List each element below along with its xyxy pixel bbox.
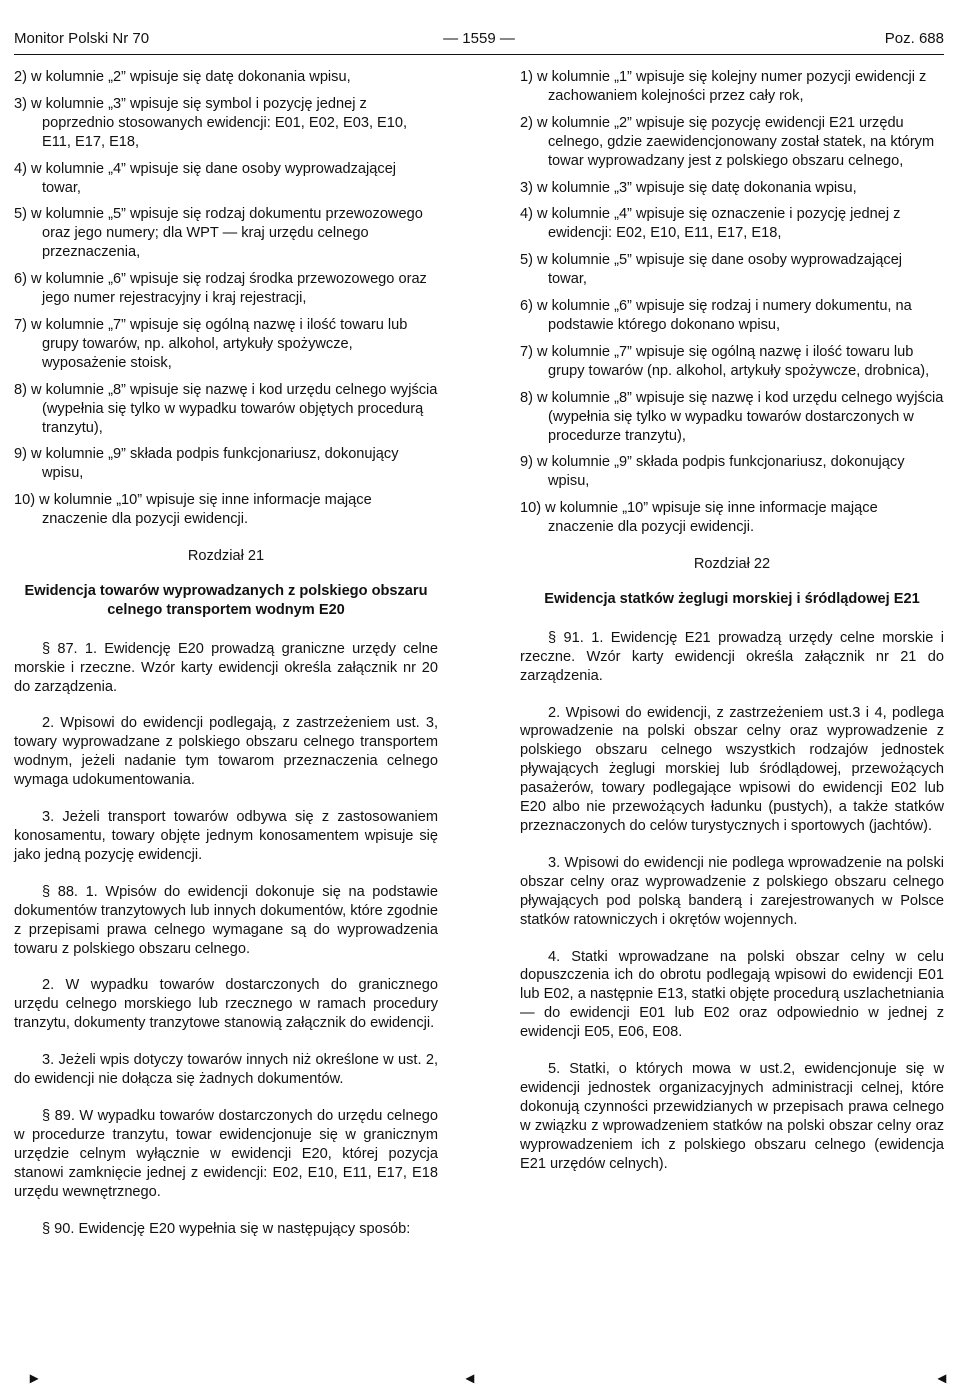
page-header <box>14 30 944 55</box>
list-item: 6) w kolumnie „6” wpisuje się rodzaj środka przewozowego oraz jego numer rejestracyjny i kraj rejestracji, <box>14 271 427 307</box>
list-item: 6) w kolumnie „6” wpisuje się rodzaj i numery dokumentu, na podstawie którego dokonano wpisu, <box>520 298 912 333</box>
chapter-title: Ewidencja towarów wyprowadzanych z polskiego obszaru celnego transportem wodnym E20 <box>24 582 428 618</box>
text-columns <box>14 68 944 1256</box>
paragraph: 3. Jeżeli transport towarów odbywa się z zastosowaniem konosamentu, towary objęte jednym konosamentem wpisuje się jako jedną pozycję ewidencji. <box>14 809 438 863</box>
list-item: 1) w kolumnie „1” wpisuje się kolejny numer pozycji ewidencji z zachowaniem kolejności przez cały rok, <box>520 69 927 104</box>
list-item: 4) w kolumnie „4” wpisuje się oznaczenie i pozycję jednej z ewidencji: E02, E10, E11, E17, E18, <box>520 206 901 242</box>
paragraph: 2. Wpisowi do ewidencji, z zastrzeżeniem ust.3 i 4, podlega wprowadzenie na polski obszar celny oraz wyprowadzenie z polskiego obszaru celnego wszystkich rodzajów jednostek pływających żeglugi morskiej lub śródlądowej, przewożących pasażerów, towary podlegające wpisowi do ewidencji E02 lub E20 albo nie przewożących ładunku (pustych), a także statków przeznaczonych do celów turystycznych i sportowych (jachtów). <box>520 704 944 834</box>
list-item: 3) w kolumnie „3” wpisuje się symbol i pozycję jednej z poprzednio stosowanych ewidencji: E01, E02, E03, E10, E11, E17, E18, <box>14 95 408 150</box>
paragraph: § 91. 1. Ewidencję E21 prowadzą urzędy celne morskie i rzeczne. Wzór karty ewidencji określa załącznik nr 21 do zarządzenia. <box>520 629 944 684</box>
print-mark-icon: ◂ <box>466 1370 475 1387</box>
list-item: 2) w kolumnie „2” wpisuje się pozycję ewidencji E21 urzędu celnego, gdzie zaewidencjonowany został statek, na którym towar wyprowadzany jest z polskiego obszaru celnego, <box>520 114 935 169</box>
left-column <box>14 68 438 1256</box>
paragraph: 2. Wpisowi do ewidencji podlegają, z zastrzeżeniem ust. 3, towary wyprowadzane z polskiego obszaru celnego transportem wodnym, jeżeli nadanie tym towarom przeznaczenia celnego wymaga udokumentowania. <box>14 715 438 789</box>
paragraph: 4. Statki wprowadzane na polski obszar celny w celu dopuszczenia ich do obrotu podlegają wpisowi do ewidencji E01 lub E02, a następnie E13, statki objęte procedurą uszlachetniania — do ewidencji E01 lub E02 oraz odpowiednio w jednej z ewidencji E05, E06, E08. <box>520 948 944 1041</box>
list-item: 2) w kolumnie „2” wpisuje się datę dokonania wpisu, <box>14 69 351 85</box>
print-mark-icon: ◂ <box>938 1370 947 1387</box>
paragraph: 3. Wpisowi do ewidencji nie podlega wprowadzenie na polski obszar celny oraz wyprowadzenie z polskiego obszaru celnego pływających pod polską banderą i zarejestrowanych w Polsce statków ratowniczych i okrętów wojennych. <box>520 854 944 928</box>
chapter-heading: Rozdział 22 <box>693 556 771 573</box>
publication-title: Monitor Polski Nr 70 <box>14 30 150 47</box>
paragraph: 3. Jeżeli wpis dotyczy towarów innych niż określone w ust. 2, do ewidencji nie dołącza się żadnych dokumentów. <box>14 1052 438 1088</box>
print-mark-icon: ▸ <box>30 1370 39 1387</box>
list-item: 3) w kolumnie „3” wpisuje się datę dokonania wpisu, <box>520 179 857 196</box>
position-number: Poz. 688 <box>884 30 944 47</box>
paragraph: § 87. 1. Ewidencję E20 prowadzą graniczne urzędy celne morskie i rzeczne. Wzór karty ewidencji określa załącznik nr 20 do zarządzenia. <box>14 640 438 695</box>
page-number: — 1559 — <box>443 30 515 47</box>
list-item: 8) w kolumnie „8” wpisuje się nazwę i kod urzędu celnego wyjścia (wypełnia się tylko w wypadku towarów objętych procedurą tranzytu), <box>14 381 438 436</box>
list-item: 10) w kolumnie „10” wpisuje się inne informacje mające znaczenie dla pozycji ewidencji. <box>14 492 372 528</box>
list-item: 7) w kolumnie „7” wpisuje się ogólną nazwę i ilość towaru lub grupy towarów, np. alkohol, artykuły spożywcze, wyposażenie stoisk, <box>14 316 408 371</box>
paragraph: § 89. W wypadku towarów dostarczonych do urzędu celnego w procedurze tranzytu, towar ewidencjonuje się w granicznym urzędzie celnym wyłącznie w ewidencji E20, której pozycja stanowi zamknięcie jednej z ewidencji: E02, E10, E11, E17, E18 urzędu wewnętrznego. <box>14 1107 438 1200</box>
list-item: 5) w kolumnie „5” wpisuje się rodzaj dokumentu przewozowego oraz jego numery; dla WPT — kraj urzędu celnego przeznaczenia, <box>14 206 423 261</box>
list-item: 9) w kolumnie „9” składa podpis funkcjonariusz, dokonujący wpisu, <box>14 446 399 482</box>
list-item: 5) w kolumnie „5” wpisuje się dane osoby wyprowadzającej towar, <box>520 252 903 288</box>
list-item: 7) w kolumnie „7” wpisuje się ogólną nazwę i ilość towaru lub grupy towarów (np. alkohol, artykuły spożywcze, drobnica), <box>520 343 930 379</box>
chapter-title: Ewidencja statków żeglugi morskiej i śródlądowej E21 <box>544 590 920 607</box>
paragraph: § 88. 1. Wpisów do ewidencji dokonuje się na podstawie dokumentów tranzytowych lub innych dokumentów, które zgodnie z przepisami prawa celnego wymagane są do wyprowadzenia towaru z polskiego obszaru celnego. <box>14 883 438 957</box>
list-item: 8) w kolumnie „8” wpisuje się nazwę i kod urzędu celnego wyjścia (wypełnia się tylko w wypadku towarów dostarczonych w procedurze tranzytu), <box>520 389 944 444</box>
chapter-heading: Rozdział 21 <box>187 548 265 565</box>
list-item: 9) w kolumnie „9” składa podpis funkcjonariusz, dokonujący wpisu, <box>520 454 905 490</box>
paragraph: § 90. Ewidencję E20 wypełnia się w następujący sposób: <box>42 1220 411 1237</box>
list-item: 4) w kolumnie „4” wpisuje się dane osoby wyprowadzającej towar, <box>14 160 397 196</box>
list-item: 10) w kolumnie „10” wpisuje się inne informacje mające znaczenie dla pozycji ewidencji. <box>520 500 878 536</box>
right-column <box>520 68 944 1256</box>
paragraph: 5. Statki, o których mowa w ust.2, ewidencjonuje się w ewidencji jednostek organizacyjnych administracji celnej, które dokonują czynności przewidzianych w przepisach prawa celnego w związku z wprowadzeniem statków na polski obszar celny oraz wyprowadzeniem ich z polskiego obszaru celnego (ewidencja E21 urzędów celnych). <box>520 1061 944 1172</box>
paragraph: 2. W wypadku towarów dostarczonych do granicznego urzędu celnego morskiego lub rzecznego w ramach procedury tranzytu, dokumenty tranzytowe stanowią załącznik do ewidencji. <box>14 977 438 1032</box>
